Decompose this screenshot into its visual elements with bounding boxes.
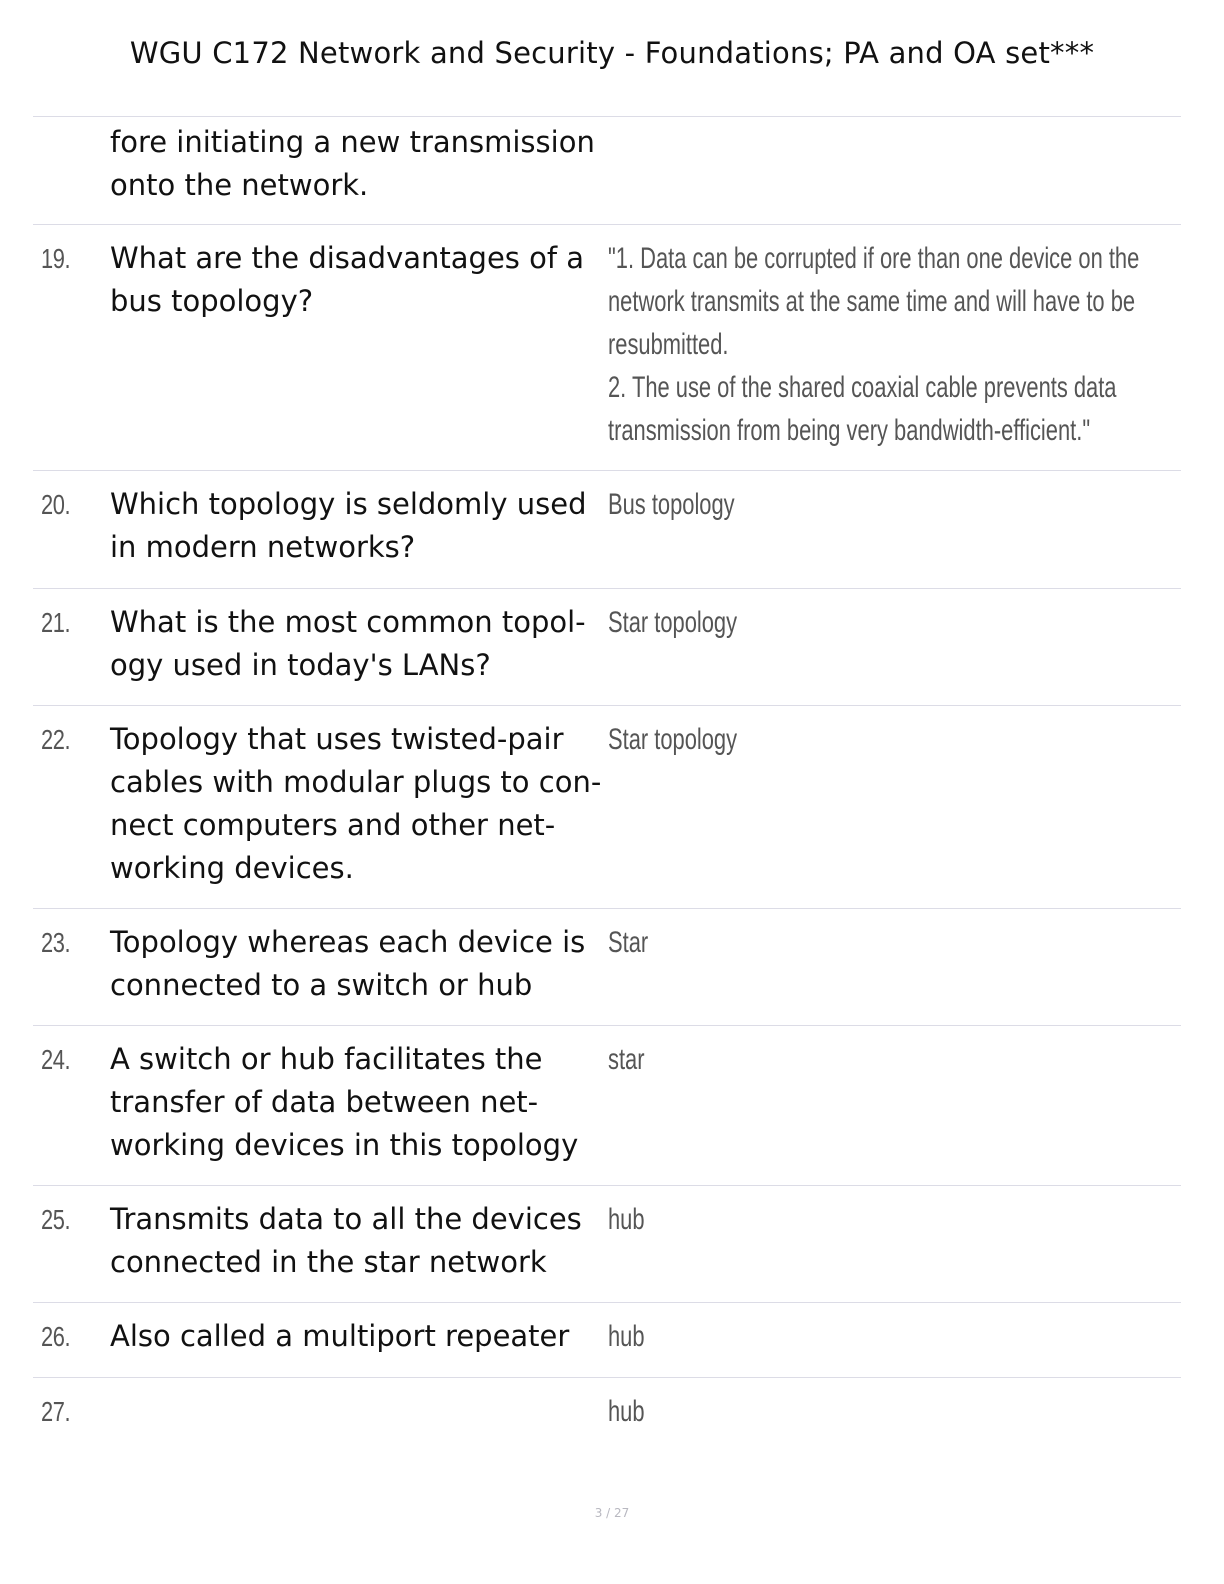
flashcard-row [33, 470, 1181, 588]
term-text: Transmits data to all the devices connected in the star network [110, 1202, 582, 1279]
term-text: Also called a multiport repeater [110, 1319, 570, 1353]
page-number: 3 / 27 [594, 1506, 630, 1520]
flashcard-row [33, 908, 1181, 1025]
flashcard-row [33, 588, 1181, 705]
definition-text: hub [608, 1395, 645, 1428]
row-number: 19. [41, 243, 71, 274]
definition-text: hub [608, 1203, 645, 1236]
flashcard-row [33, 1185, 1181, 1302]
definition-text: Star topology [608, 723, 738, 756]
row-number: 22. [41, 724, 71, 755]
flashcard-row [33, 224, 1181, 470]
term-text: What is the most common topol- ogy used in today's LANs? [110, 605, 586, 682]
row-number: 23. [41, 927, 71, 958]
definition-text: Star [608, 926, 649, 959]
row-number: 26. [41, 1321, 71, 1352]
flashcard-row [33, 1025, 1181, 1185]
term-text: Topology that uses twisted-pair cables with modular plugs to con- nect computers and other net- working devices. [110, 722, 602, 885]
definition-text: hub [608, 1320, 645, 1353]
term-text: Topology whereas each device is connected to a switch or hub [110, 925, 586, 1002]
flashcard-row [33, 1377, 1181, 1467]
flashcard-row [33, 705, 1181, 908]
row-number: 25. [41, 1204, 71, 1235]
flashcard-row [33, 1302, 1181, 1377]
flashcard-row [33, 116, 1181, 224]
page-title: WGU C172 Network and Security - Foundations; PA and OA set*** [129, 36, 1095, 70]
definition-text: "1. Data can be corrupted if ore than one device on the network transmits at the same time and will have to be resubmitted. 2. The use of the shared coaxial cable prevents data transmission from being very bandwidth-efficient." [608, 242, 1140, 447]
row-number: 21. [41, 607, 71, 638]
term-text: Which topology is seldomly used in modern networks? [110, 487, 587, 564]
row-number: 27. [41, 1396, 71, 1427]
term-text: fore initiating a new transmission onto the network. [110, 125, 595, 202]
definition-text: Bus topology [608, 488, 735, 521]
definition-text: star [608, 1043, 645, 1076]
term-text: What are the disadvantages of a bus topology? [110, 241, 585, 318]
definition-text: Star topology [608, 606, 738, 639]
flashcard-list [33, 116, 1181, 1467]
term-text: A switch or hub facilitates the transfer of data between net- working devices in this topology [110, 1042, 579, 1162]
row-number: 24. [41, 1044, 71, 1075]
row-number: 20. [41, 489, 71, 520]
